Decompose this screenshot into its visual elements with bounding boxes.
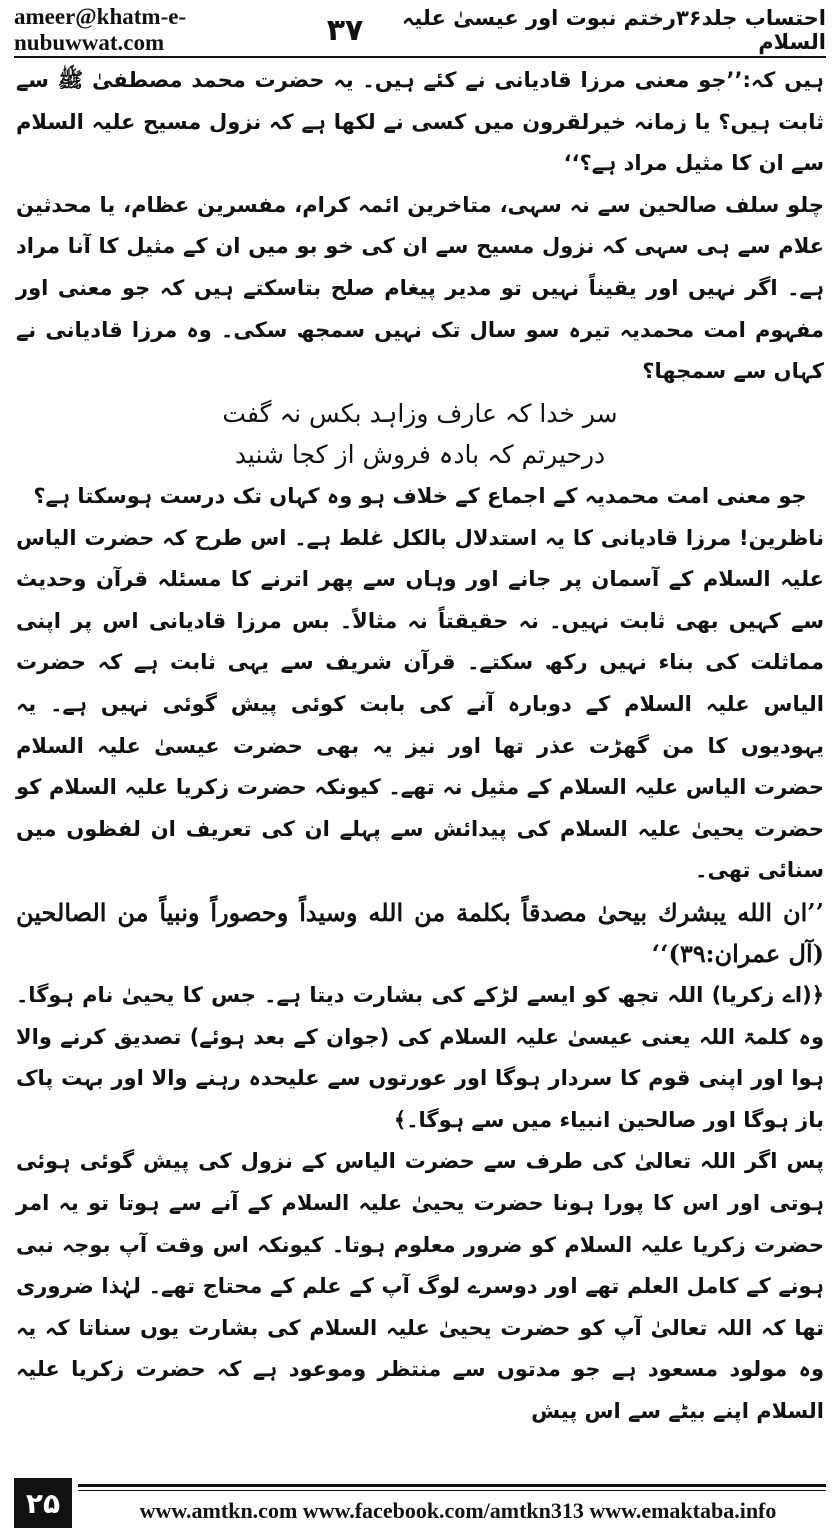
paragraph: ناظرین! مرزا قادیانی کا یہ استدلال بالکل غلط ہے۔ اس طرح کہ حضرت الیاس علیہ السلام کے آسمان پر جانے اور وہاں سے پھر اترنے کا مسئلہ قرآن وحدیث سے کہیں بھی ثابت نہیں۔ نہ حقیقتاً نہ مثالاً۔ بس مرزا قادیانی اس پر اپنی مماثلت کی بناء نہیں رکھ سکتے۔ قرآن شریف سے یہی ثابت ہے کہ حضرت الیاس علیہ السلام کے دوبارہ آنے کی بابت کوئی پیش گوئی نہیں ہے۔ یہ یہودیوں کا من گھڑت عذر تھا اور نیز یہ بھی حضرت عیسیٰ علیہ السلام حضرت الیاس علیہ السلام کے مثیل نہ تھے۔ کیونکہ حضرت زکریا علیہ السلام کو حضرت یحییٰ علیہ السلام کی پیدائش سے پہلے ان کی تعریف ان لفظوں میں سنائی تھی۔ — [16, 525, 824, 883]
paragraph: پس اگر اللہ تعالیٰ کی طرف سے حضرت الیاس کے نزول کی پیش گوئی ہوئی ہوتی اور اس کا پورا ہونا حضرت یحییٰ علیہ السلام کے آنے سے ہوتا تو یہ امر حضرت زکریا علیہ السلام کو ضرور معلوم ہوتا۔ کیونکہ اس وقت آپ بوجہ نبی ہونے کے کامل العلم تھے اور دوسرے لوگ آپ کے علم کے محتاج تھے۔ لہٰذا ضروری تھا کہ اللہ تعالیٰ آپ کو حضرت یحییٰ علیہ السلام کی بشارت یوں سناتا کہ یہ وہ مولود مسعود ہے جو مدتوں سے منتظر وموعود ہے کہ حضرت زکریا علیہ السلام اپنے بیٹے سے اس پیش — [16, 1149, 824, 1423]
page-body — [16, 60, 824, 1433]
footer-links: www.amtkn.com www.facebook.com/amtkn313 www.emaktaba.info — [139, 1498, 777, 1523]
page-number: ۳۷ — [326, 12, 364, 48]
verse-line: سر خدا کہ عارف وزاہد بکس نہ گفت — [222, 398, 618, 428]
paragraph: چلو سلف صالحین سے نہ سہی، متاخرین ائمہ کرام، مفسرین عظام، یا محدثین علام سے ہی سہی کہ نزول مسیح سے ان کی خو بو میں ان کے مثیل کا آنا مراد ہے۔ اگر نہیں اور یقیناً نہیں تو مدیر پیغام صلح بتاسکتے ہیں کہ جو معنی اور مفہوم امت محمدیہ تیرہ سو سال تک نہیں سمجھ سکی۔ وہ مرزا قادیانی نے کہاں سے سمجھا؟ — [16, 192, 824, 384]
quran-arabic: ’’ان الله يبشرك بيحىٰ مصدقاً بكلمة من الله وسيداً وحصوراً ونبياً من الصالحين (آل عمران:۳۹)‘‘ — [16, 897, 824, 969]
quran-translation: ﴿(اے زکریا) اللہ تجھ کو ایسے لڑکے کی بشارت دیتا ہے۔ جس کا یحییٰ نام ہوگا۔ وہ کلمۃ اللہ یعنی عیسیٰ علیہ السلام کی (جوان کے بعد ہوئے) تصدیق کرنے والا ہوا اور اپنی قوم کا سردار ہوگا اور عورتوں سے علیحدہ رہنے والا اور بہت پاک باز ہوگا اور صالحین انبیاء میں سے ہوگا۔﴾ — [16, 983, 824, 1132]
paragraph: ہیں کہ:’’جو معنی مرزا قادیانی نے کئے ہیں۔ یہ حضرت محمد مصطفیٰ ﷺ سے ثابت ہیں؟ یا زمانہ خیرلقرون میں کسی نے لکھا ہے کہ نزول مسیح علیہ السلام سے ان کا مثیل مراد ہے؟‘‘ — [16, 68, 824, 176]
page-header — [14, 4, 826, 55]
header-left — [14, 4, 363, 56]
header-email: ameer@khatm-e-nubuwwat.com — [14, 4, 187, 55]
verse-line: درحیرتم کہ بادہ فروش از کجا شنید — [234, 440, 606, 470]
footer-rule-thin — [78, 1490, 826, 1491]
header-rule — [14, 56, 826, 58]
folio-number: ۲۵ — [14, 1478, 72, 1528]
running-title: احتساب جلد۳۶رختم نبوت اور عیسیٰ علیہ السلام — [402, 6, 826, 54]
question-line: جو معنی امت محمدیہ کے اجماع کے خلاف ہو وہ کہاں تک درست ہوسکتا ہے؟ — [33, 483, 807, 508]
footer-rule — [78, 1484, 826, 1487]
page-footer — [14, 1478, 826, 1534]
